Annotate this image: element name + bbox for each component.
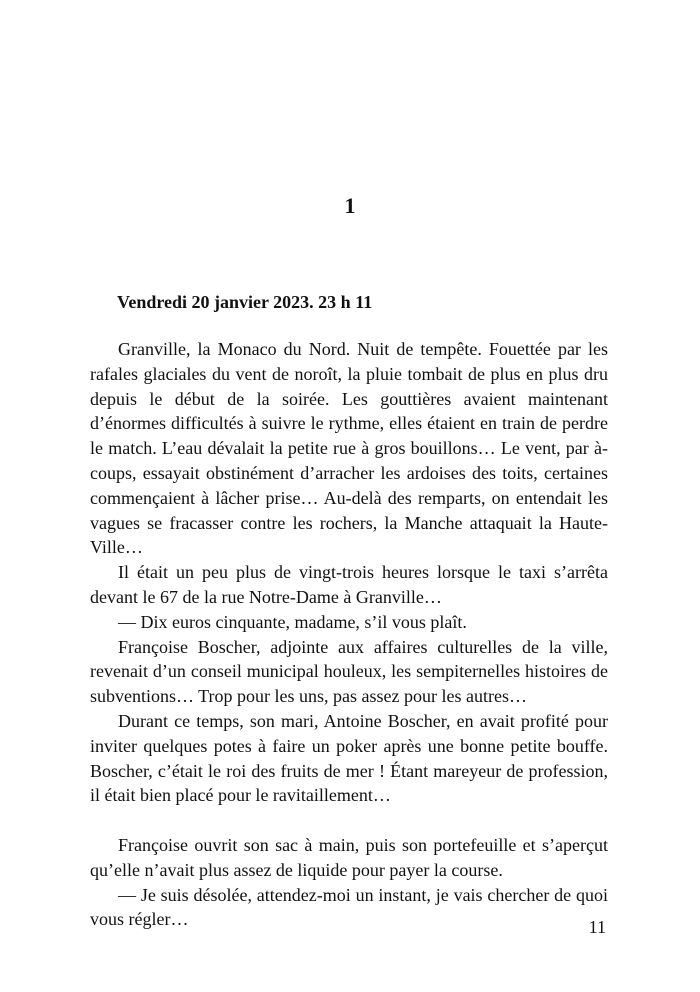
paragraph-storm: Granville, la Monaco du Nord. Nuit de tempête. Fouettée par les rafales glaciales du vent de noroît, la pluie tombait de plus en plus dru depuis le début de la soirée. Les gouttières avaient maintenant d’énormes difficultés à suivre le rythme, elles étaient en train de perdre le match. L’eau dévalait la petite rue à gros bouillons… Le vent, par à-coups, essayait obstinément d’arracher les ardoises des toits, certaines commençaient à lâcher prise… Au-delà des remparts, on entendait les vagues se fracasser contre les rochers, la Manche attaquait la Haute-Ville… [90, 339, 608, 558]
chapter-dateline: Vendredi 20 janvier 2023. 23 h 11 [117, 292, 373, 312]
paragraph-apology: — Je suis désolée, attendez-moi un instant, je vais chercher de quoi vous régler… [90, 884, 608, 930]
paragraph-francoise: Françoise Boscher, adjointe aux affaires culturelles de la ville, revenait d’un conseil municipal houleux, les sempiternelles histoires de subventions… Trop pour les uns, pas assez pour les autres… [90, 636, 608, 707]
paragraph-purse: Françoise ouvrit son sac à main, puis son portefeuille et s’aperçut qu’elle n’avait plus assez de liquide pour payer la course. [90, 834, 608, 880]
chapter-number: 1 [344, 193, 356, 218]
paragraph-antoine: Durant ce temps, son mari, Antoine Boscher, en avait profité pour inviter quelques potes à faire un poker après une bonne petite bouffe. Boscher, c’était le roi des fruits de mer ! Étant mareyeur de profession, il était bien placé pour le ravitaillement… [90, 710, 608, 806]
chapter-body [90, 337, 608, 932]
paragraph-taxi-arrival: Il était un peu plus de vingt-trois heures lorsque le taxi s’arrêta devant le 67 de la rue Notre-Dame à Granville… [90, 562, 608, 607]
paragraph-taxi-fare: — Dix euros cinquante, madame, s’il vous plaît. [118, 611, 467, 632]
page-number: 11 [588, 917, 606, 937]
